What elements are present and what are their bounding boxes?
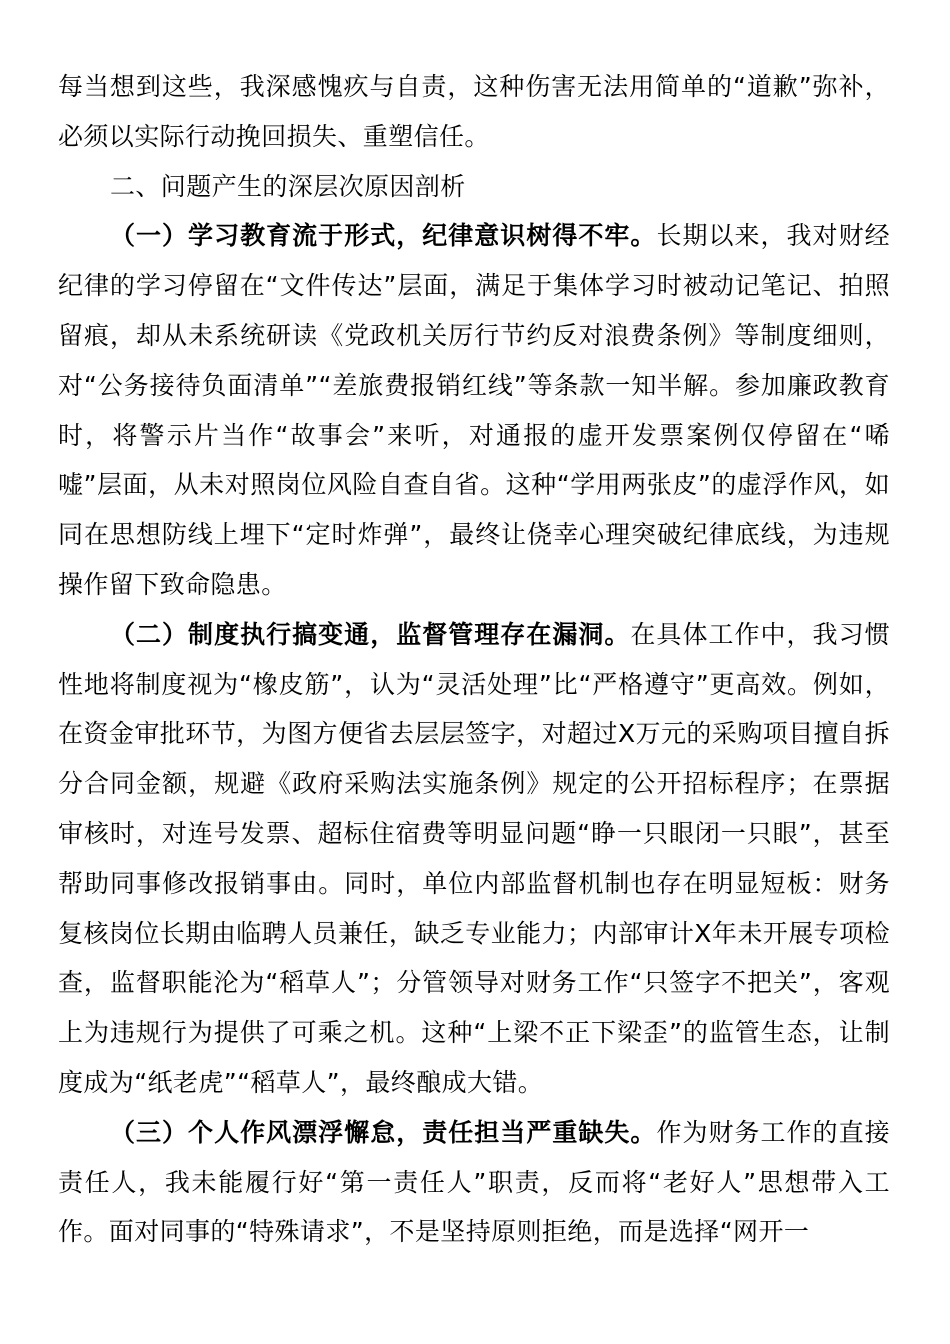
intro-paragraph: 每当想到这些，我深感愧疚与自责，这种伤害无法用简单的“道歉”弥补，必须以实际行动挽回损失、重塑信任。 xyxy=(58,72,890,151)
document-page xyxy=(58,62,890,1257)
item-2-paragraph xyxy=(58,610,890,1108)
section-heading: 二、问题产生的深层次原因剖析 xyxy=(110,171,466,201)
item-1-body: 长期以来，我对财经纪律的学习停留在“文件传达”层面，满足于集体学习时被动记笔记、拍照留痕，却从未系统研读《党政机关厉行节约反对浪费条例》等制度细则，对“公务接待负面清单”“差旅费报销红线”等条款一知半解。参加廉政教育时，将警示片当作“故事会”来听，对通报的虚开发票案例仅停留在“唏嘘”层面，从未对照岗位风险自查自省。这种“学用两张皮”的虚浮作风，如同在思想防线上埋下“定时炸弹”，最终让侥幸心理突破纪律底线，为违规操作留下致命隐患。 xyxy=(58,221,890,599)
item-2-title: （二）制度执行搞变通，监督管理存在漏洞。 xyxy=(110,619,631,649)
item-1-paragraph xyxy=(58,211,890,609)
item-3-title: （三）个人作风漂浮懈怠，责任担当严重缺失。 xyxy=(110,1117,657,1147)
item-1-title: （一）学习教育流于形式，纪律意识树得不牢。 xyxy=(110,221,657,251)
item-2-body: 在具体工作中，我习惯性地将制度视为“橡皮筋”，认为“灵活处理”比“严格遵守”更高效。例如，在资金审批环节，为图方便省去层层签字，对超过X万元的采购项目擅自拆分合同金额，规避《政府采购法实施条例》规定的公开招标程序；在票据审核时，对连号发票、超标住宿费等明显问题“睁一只眼闭一只眼”，甚至帮助同事修改报销事由。同时，单位内部监督机制也存在明显短板：财务复核岗位长期由临聘人员兼任，缺乏专业能力；内部审计X年未开展专项检查，监督职能沦为“稻草人”；分管领导对财务工作“只签字不把关”，客观上为违规行为提供了可乘之机。这种“上梁不正下梁歪”的监管生态，让制度成为“纸老虎”“稻草人”，最终酿成大错。 xyxy=(58,619,890,1097)
item-3-body: 作为财务工作的直接责任人，我未能履行好“第一责任人”职责，反而将“老好人”思想带入工作。面对同事的“特殊请求”，不是坚持原则拒绝，而是选择“网开一 xyxy=(58,1117,890,1247)
item-3-paragraph xyxy=(58,1108,890,1257)
